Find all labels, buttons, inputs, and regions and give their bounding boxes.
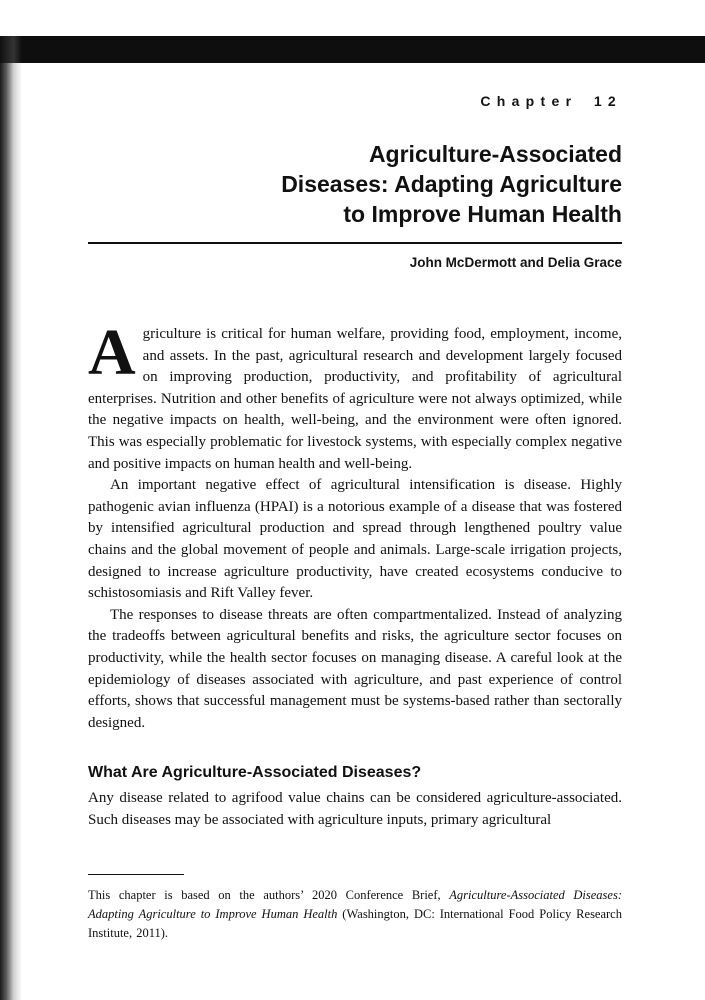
binding-shadow <box>0 36 22 1000</box>
footnote-rule <box>88 874 184 875</box>
footnote-text-roman-2: (Washington, DC: International Food Policy Research Institute, 2011). <box>88 907 622 940</box>
title-line-1: Agriculture-Associated <box>368 141 622 167</box>
title-line-3: to Improve Human Health <box>343 201 622 227</box>
chapter-label: Chapter 12 <box>480 93 622 109</box>
footnote-text-roman-1: This chapter is based on the authors’ 2020 Conference Brief, <box>88 888 450 902</box>
footnote-block <box>88 874 622 943</box>
paragraph-dropcap <box>88 316 622 475</box>
page-content <box>88 0 622 831</box>
drop-cap: A <box>88 316 136 389</box>
paragraph-1-text: griculture is critical for human welfare, providing food, employment, income, and assets. In the past, agricultural research and development largely focused on improving production, productivity, and profitability of agricultural enterprises. Nutrition and other benefits of agriculture were not always optimized, while the negative impacts on health, well-being, and the environment were often ignored. This was especially problematic for livestock systems, with especially complex negative and positive impacts on human health and well-being. <box>88 326 622 472</box>
paragraph-2: An important negative effect of agricultural intensification is disease. Highly pathogenic avian influenza (HPAI) is a notorious example of a disease that was fostered by intensified agricultural production and spread through lengthened poultry value chains and the global movement of people and animals. Large-scale irrigation projects, designed to increase agriculture productivity, have created ecosystems conducive to schistosomiasis and Rift Valley fever. <box>88 477 622 602</box>
paragraph-3: The responses to disease threats are often compartmentalized. Instead of analyzing the tradeoffs between agricultural benefits and risks, the agriculture sector focuses on productivity, while the health sector focuses on managing disease. A careful look at the epidemiology of diseases associated with agriculture, and past experience of control efforts, shows that successful management must be systems-based rather than sectorally designed. <box>88 606 622 731</box>
section-heading: What Are Agriculture-Associated Diseases? <box>88 764 422 782</box>
title-line-2: Diseases: Adapting Agriculture <box>281 171 622 197</box>
footnote-text-italic-title: Agriculture-Associated Diseases: Adapting Agriculture to Improve Human Health <box>88 888 622 921</box>
authors-byline: John McDermott and Delia Grace <box>409 255 622 270</box>
page-title <box>88 139 622 229</box>
body-text <box>88 316 622 734</box>
footnote <box>88 886 622 943</box>
section-paragraph: Any disease related to agrifood value chains can be considered agriculture-associated. Such diseases may be associated with agriculture inputs, primary agricultural <box>88 790 622 828</box>
title-rule <box>88 242 622 244</box>
